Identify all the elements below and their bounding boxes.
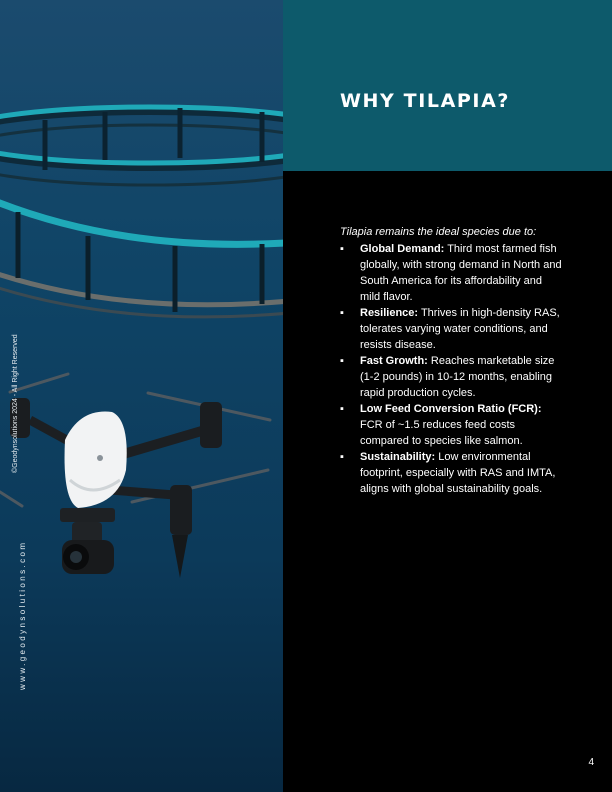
- bullet-icon: ▪: [340, 307, 344, 319]
- page-number: 4: [588, 757, 594, 768]
- title-banner: [283, 0, 612, 171]
- list-item: [340, 305, 562, 353]
- reason-text: Third most farmed fish globally, with strong demand in North and South America for its affordability and mild flavor.: [360, 243, 562, 303]
- reason-text: FCR of ~1.5 reduces feed costs compared to species like salmon.: [360, 419, 523, 447]
- reason-term: Fast Growth:: [360, 355, 428, 367]
- list-item: [340, 401, 562, 449]
- bullet-icon: ▪: [340, 403, 344, 415]
- reason-term: Resilience:: [360, 307, 419, 319]
- intro-text: Tilapia remains the ideal species due to:: [340, 226, 537, 238]
- website-vertical-text: www.geodynsolutions.com: [18, 540, 27, 690]
- photo-illustration: [0, 0, 283, 792]
- list-item: [340, 353, 562, 401]
- page-title: WHY TILAPIA?: [340, 90, 510, 112]
- reason-text: Reaches marketable size (1-2 pounds) in 10-12 months, enabling rapid production cycles.: [360, 355, 555, 399]
- reasons-section: [340, 224, 562, 497]
- reason-term: Low Feed Conversion Ratio (FCR):: [360, 403, 542, 415]
- bullet-icon: ▪: [340, 355, 344, 367]
- reason-text: Thrives in high-density RAS, tolerates varying water conditions, and resists disease.: [360, 307, 560, 351]
- reasons-list: [340, 241, 562, 497]
- copyright-vertical-text: ©Geodynsolutions 2024 - All Right Reserved: [12, 334, 19, 473]
- reason-term: Global Demand:: [360, 243, 445, 255]
- list-item: [340, 449, 562, 497]
- bullet-icon: ▪: [340, 451, 344, 463]
- reason-text: Low environmental footprint, especially with RAS and IMTA, aligns with global sustainability goals.: [360, 451, 556, 495]
- list-item: [340, 241, 562, 305]
- reason-term: Sustainability:: [360, 451, 436, 463]
- aquaculture-drone-photo: [0, 0, 283, 792]
- bullet-icon: ▪: [340, 243, 344, 255]
